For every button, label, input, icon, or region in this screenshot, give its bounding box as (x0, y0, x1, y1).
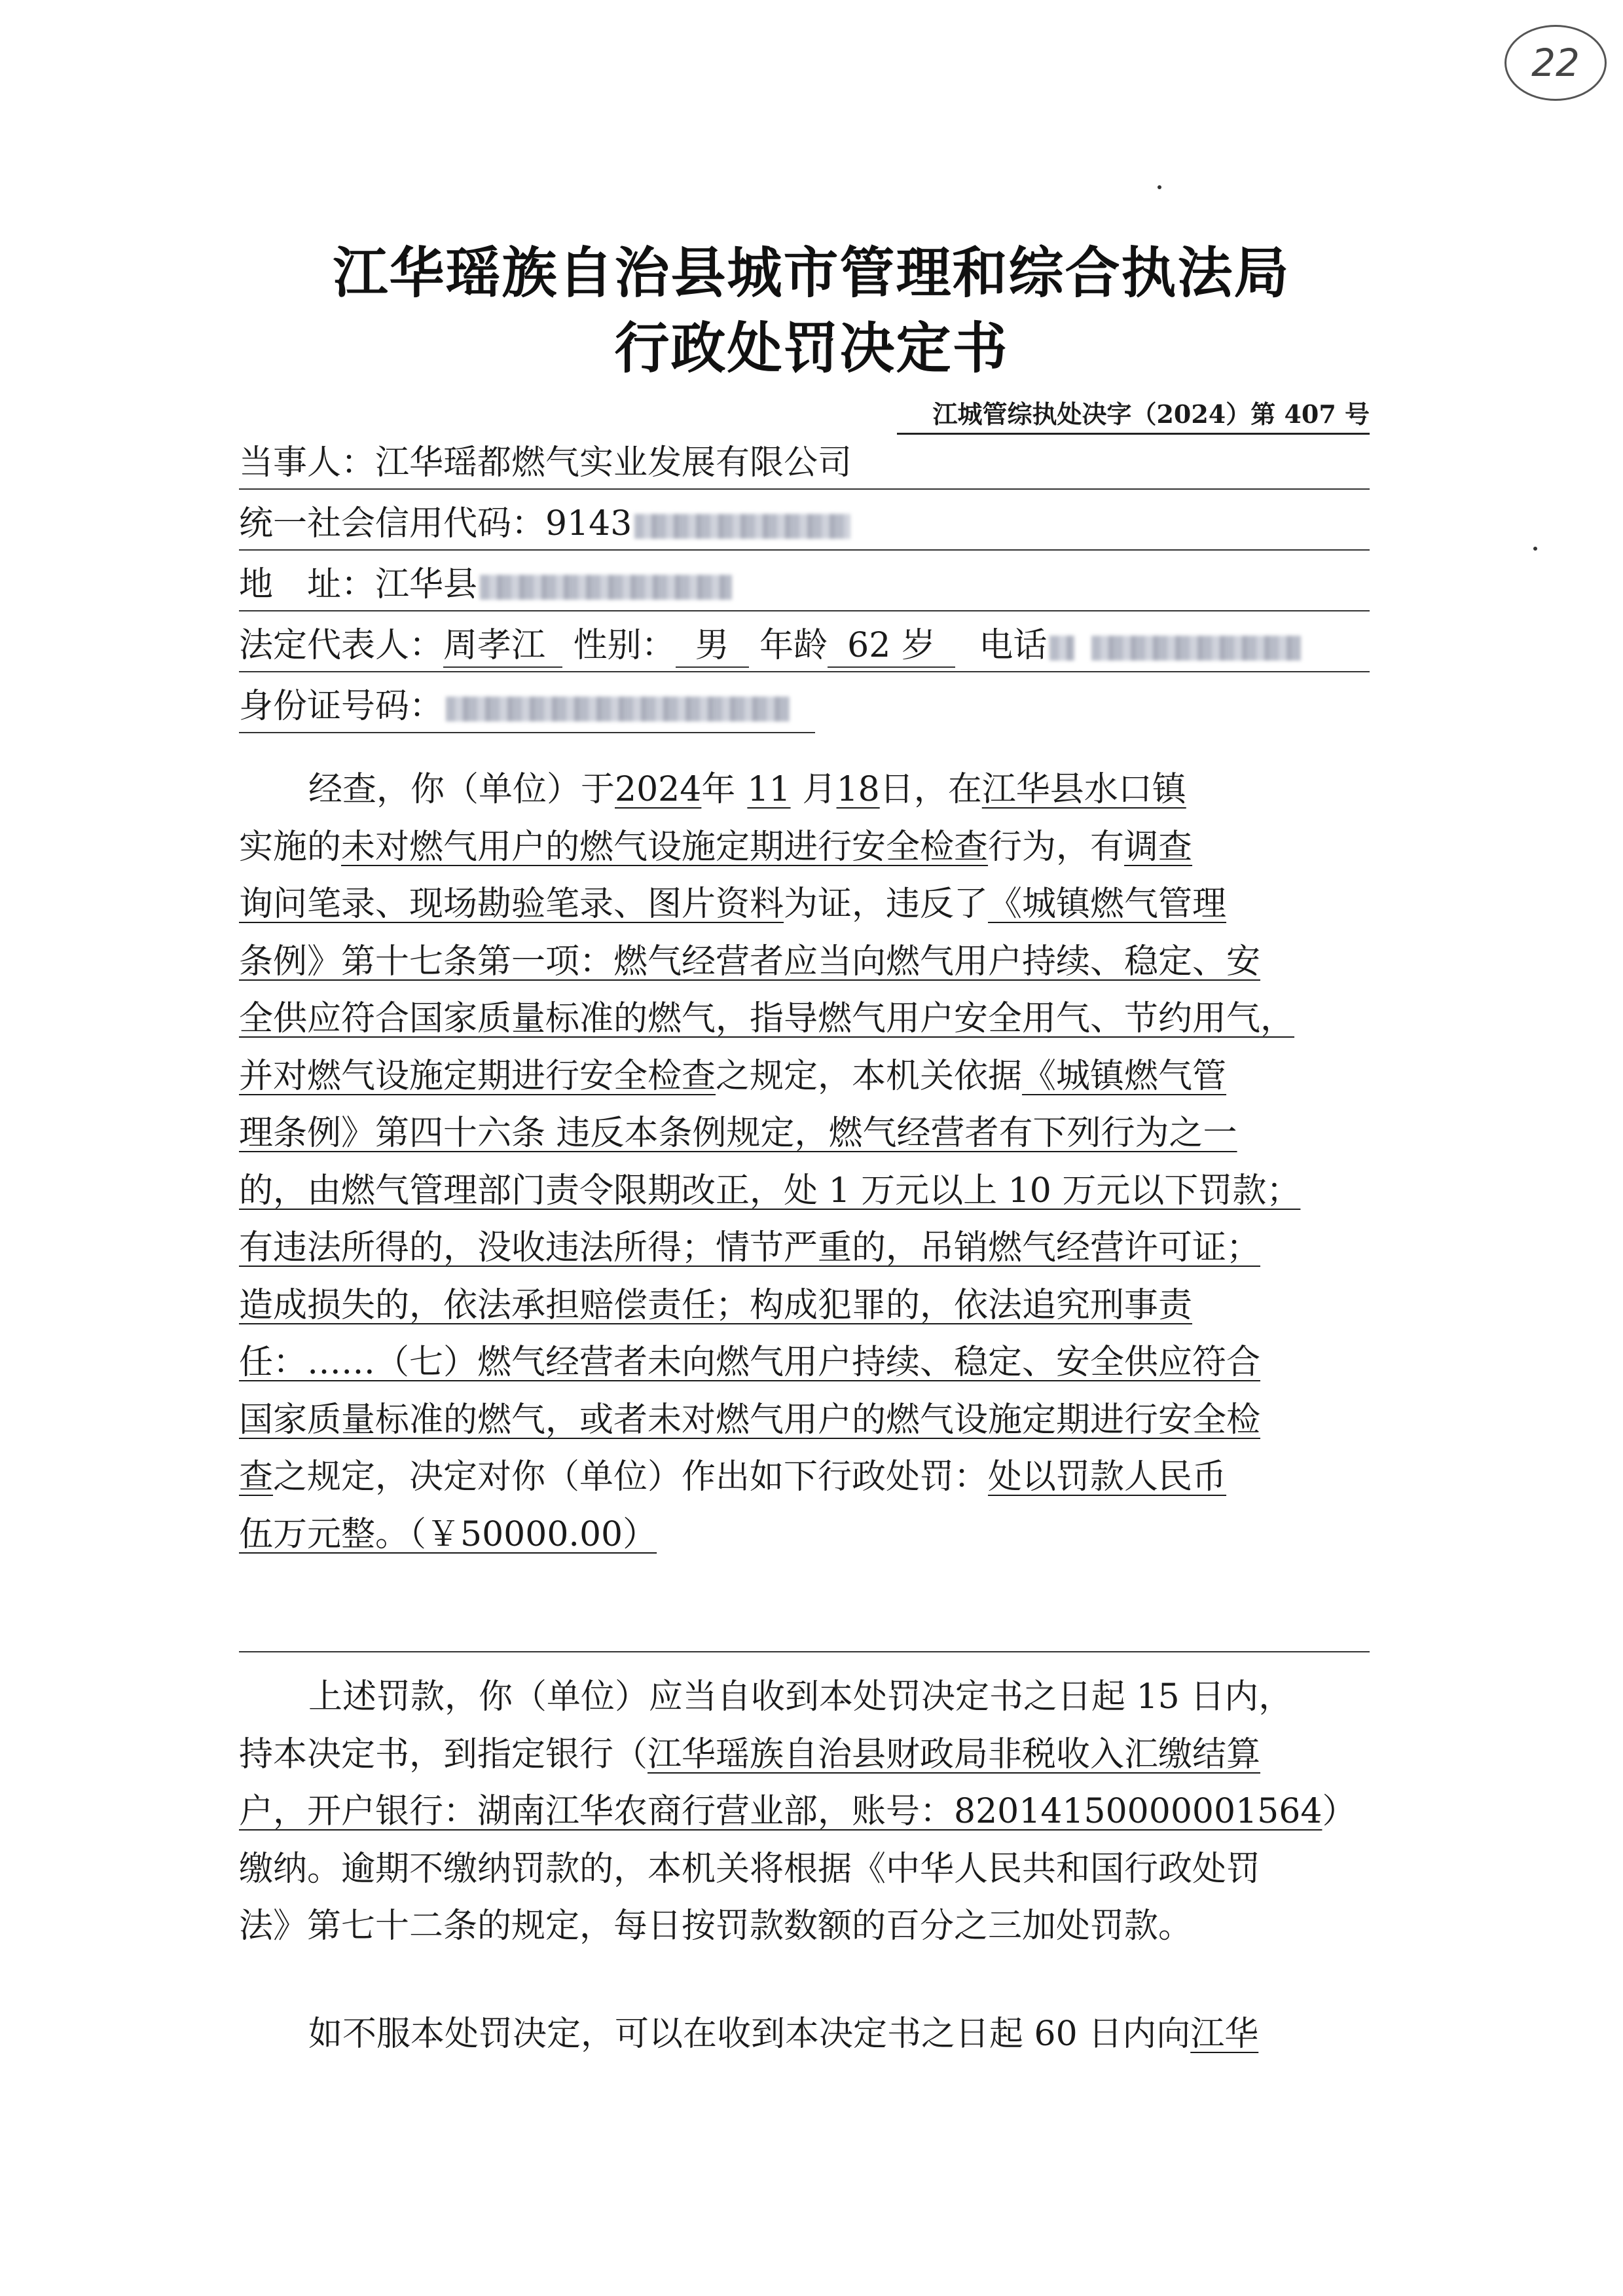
text-line: 查之规定，决定对你（单位）作出如下行政处罚：处以罚款人民币 (239, 1457, 1227, 1497)
credit-code-value: 9143 (545, 504, 632, 543)
credit-code-label: 统一社会信用代码： (239, 504, 546, 543)
findings-paragraph (239, 761, 1370, 1563)
text-line: 理条例》第四十六条 违反本条例规定，燃气经营者有下列行为之一 (239, 1114, 1237, 1153)
party-label: 当事人： (239, 443, 376, 483)
redacted-phone-prefix (1049, 636, 1074, 661)
redacted-id-number (446, 697, 790, 721)
text-line: 全供应符合国家质量标准的燃气，指导燃气用户安全用气、节约用气， (239, 999, 1295, 1038)
scan-speck (1533, 547, 1537, 551)
redacted-credit-code (634, 514, 850, 539)
legal-rep-name: 周孝江 (443, 626, 562, 668)
page-number-stamp (1504, 25, 1607, 101)
text-line: 造成损失的，依法承担赔偿责任；构成犯罪的，依法追究刑事责 (239, 1285, 1193, 1325)
text-line: 询问笔录、现场勘验笔录、图片资料为证，违反了《城镇燃气管理 (239, 884, 1227, 924)
document-title-line2: 行政处罚决定书 (614, 316, 1009, 380)
address-label: 地 址： (239, 565, 376, 604)
page-number: 22 (1531, 41, 1580, 85)
penalty-amount-line: 伍万元整。（￥50000.00） (239, 1514, 657, 1554)
legal-rep-field (239, 623, 1370, 672)
party-field (239, 440, 1370, 490)
legal-rep-label: 法定代表人： (239, 626, 444, 665)
phone-label: 电话 (979, 626, 1048, 665)
address-field (239, 562, 1370, 611)
document-number: 江城管综执处决字（2024）第 407 号 (897, 394, 1370, 435)
text-line: 户，开户银行：湖南江华农商行营业部，账号：82014150000001564） (239, 1792, 1357, 1831)
text-line: 经查，你（单位）于2024年 11 月18日，在江华县水口镇 (308, 770, 1186, 809)
scan-speck (1158, 185, 1161, 189)
payment-paragraph (239, 1669, 1370, 1956)
text-line: 法》第七十二条的规定，每日按罚款数额的百分之三加处罚款。 (239, 1906, 1193, 1946)
redacted-phone (1091, 636, 1301, 661)
text-line: 实施的未对燃气用户的燃气设施定期进行安全检查行为，有调查 (239, 827, 1193, 867)
text-line: 持本决定书，到指定银行（江华瑶族自治县财政局非税收入汇缴结算 (239, 1734, 1261, 1774)
text-line: 如不服本处罚决定，可以在收到本决定书之日起 60 日内向江华 (308, 2014, 1259, 2054)
age-label: 年龄 (759, 626, 828, 665)
text-line: 缴纳。逾期不缴纳罚款的，本机关将根据《中华人民共和国行政处罚 (239, 1849, 1261, 1889)
party-value: 江华瑶都燃气实业发展有限公司 (375, 443, 852, 483)
redacted-address (480, 575, 732, 600)
text-line: 任：……（七）燃气经营者未向燃气用户持续、稳定、安全供应符合 (239, 1343, 1261, 1382)
id-number-field (239, 683, 815, 733)
text-line: 并对燃气设施定期进行安全检查之规定，本机关依据《城镇燃气管 (239, 1056, 1227, 1096)
document-title-line1: 江华瑶族自治县城市管理和综合执法局 (333, 241, 1290, 305)
text-line: 的，由燃气管理部门责令限期改正，处 1 万元以上 10 万元以下罚款； (239, 1171, 1301, 1211)
gender-label: 性别： (573, 626, 676, 665)
age-value: 62 岁 (828, 626, 955, 668)
credit-code-field (239, 501, 1370, 551)
id-number-label: 身份证号码： (239, 687, 444, 726)
text-line: 有违法所得的，没收违法所得；情节严重的，吊销燃气经营许可证； (239, 1228, 1261, 1267)
appeal-paragraph (239, 2006, 1370, 2064)
address-value: 江华县 (375, 565, 478, 604)
gender-value: 男 (676, 626, 749, 668)
text-line: 国家质量标准的燃气，或者未对燃气用户的燃气设施定期进行安全检 (239, 1400, 1261, 1440)
text-line: 条例》第十七条第一项：燃气经营者应当向燃气用户持续、稳定、安 (239, 941, 1261, 981)
penalty-rule (239, 1651, 1370, 1652)
text-line: 上述罚款，你（单位）应当自收到本处罚决定书之日起 15 日内， (308, 1677, 1293, 1717)
